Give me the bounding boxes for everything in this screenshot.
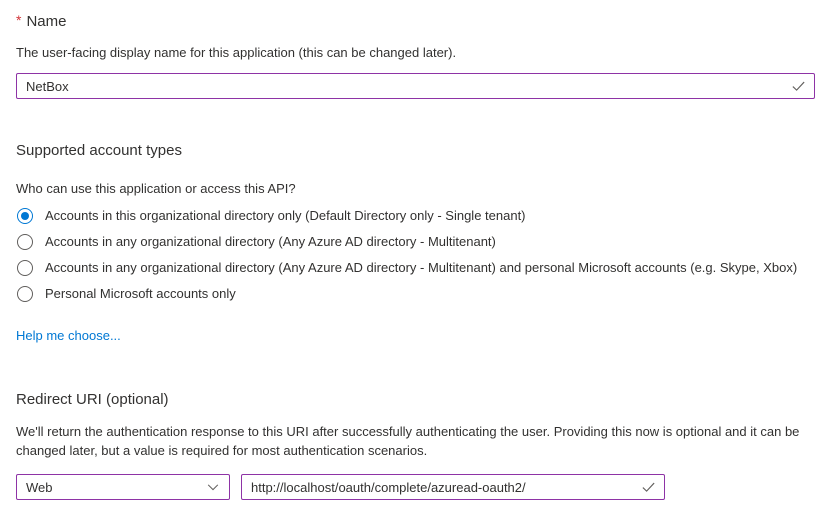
radio-option-label: Accounts in this organizational directory only (Default Directory only - Single tenant): [45, 208, 526, 223]
radio-button-icon[interactable]: [17, 260, 33, 276]
redirect-uri-description: We'll return the authentication response to this URI after successfully authenticating the user. Providing this now is optional and it can be changed later, but a value is required for most authentication scenarios.: [16, 424, 800, 458]
redirect-uri-heading: Redirect URI (optional): [16, 391, 169, 408]
required-asterisk: *: [16, 12, 22, 28]
name-label: Name: [26, 13, 67, 30]
radio-button-icon[interactable]: [17, 208, 33, 224]
name-input-wrap: [16, 73, 815, 99]
redirect-uri-input-wrap: [241, 474, 665, 500]
platform-select[interactable]: [16, 474, 230, 500]
name-description: The user-facing display name for this application (this can be changed later).: [16, 45, 457, 60]
chevron-down-icon: [206, 480, 220, 494]
help-me-choose-link[interactable]: Help me choose...: [16, 328, 121, 343]
radio-option-single-tenant[interactable]: [17, 207, 526, 225]
radio-option-multitenant[interactable]: [17, 233, 496, 251]
radio-option-personal-only[interactable]: [17, 285, 236, 303]
radio-option-label: Accounts in any organizational directory (Any Azure AD directory - Multitenant) and personal Microsoft accounts (e.g. Skype, Xbox): [45, 260, 798, 275]
account-types-question: Who can use this application or access this API?: [16, 181, 296, 196]
name-section-heading: [16, 10, 66, 32]
account-types-heading: Supported account types: [16, 142, 182, 159]
redirect-uri-input[interactable]: [241, 474, 665, 500]
radio-option-multitenant-personal[interactable]: [17, 259, 797, 277]
radio-button-icon[interactable]: [17, 286, 33, 302]
radio-button-icon[interactable]: [17, 234, 33, 250]
name-input[interactable]: [16, 73, 815, 99]
platform-select-value: Web: [26, 479, 53, 495]
radio-option-label: Accounts in any organizational directory (Any Azure AD directory - Multitenant): [45, 234, 496, 249]
radio-option-label: Personal Microsoft accounts only: [45, 286, 236, 301]
